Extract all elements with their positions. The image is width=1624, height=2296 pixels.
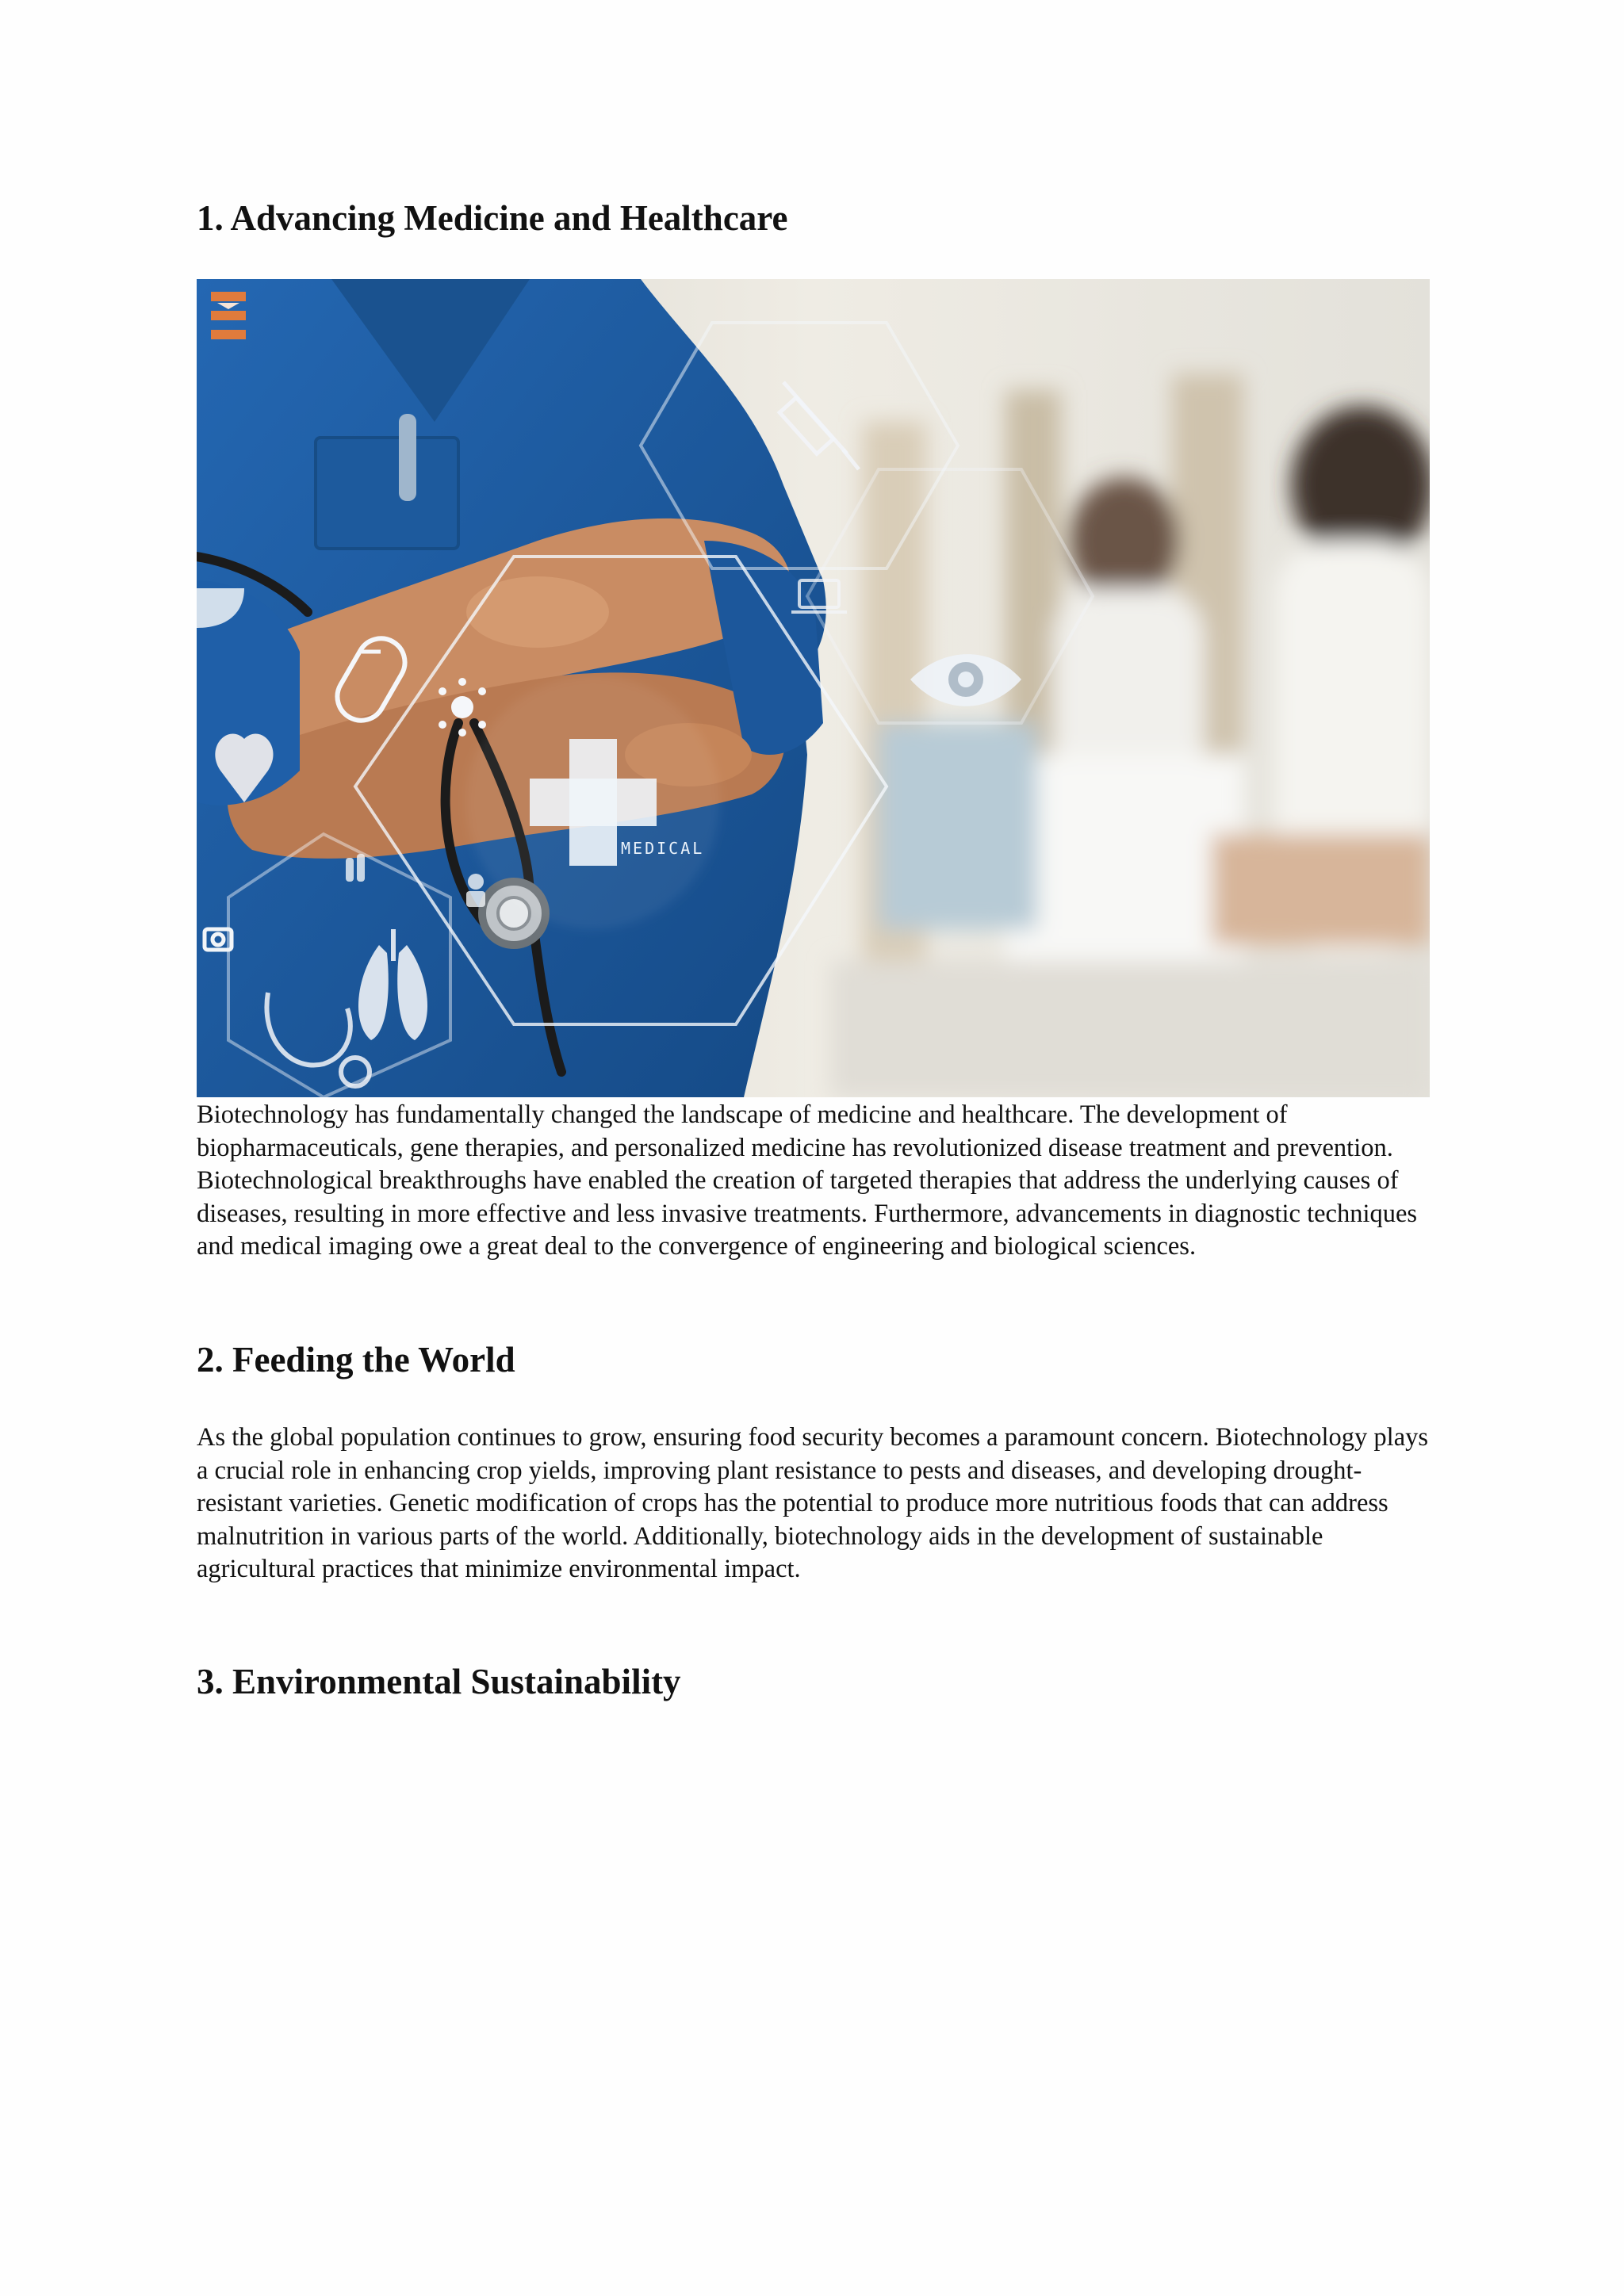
hero-image-doctor bbox=[197, 279, 1430, 1097]
blurred-background bbox=[831, 374, 1430, 1097]
section-paragraph-medicine: Biotechnology has fundamentally changed the landscape of medicine and healthcare. The development of biopharmaceuticals, gene therapies, and personalized medicine has revolutionized disease treatment and prevention. Biotechnological breakthroughs have enabled the creation of targeted therapies that address the underlying causes of diseases, resulting in more effective and less invasive treatments. Furthermore, advancements in diagnostic techniques and medical imaging owe a great deal to the convergence of engineering and biological sciences. bbox=[197, 1100, 1418, 1261]
doctor-figure bbox=[197, 279, 826, 1097]
hero-illustration bbox=[197, 279, 1430, 1097]
section-heading-food: 2. Feeding the World bbox=[197, 1340, 515, 1380]
section-paragraph-food: As the global population continues to grow, ensuring food security becomes a paramount concern. Biotechnology plays a crucial role in enhancing crop yields, improving plant resistance to pests and diseases, and developing drought-resistant varieties. Genetic modification of crops has the potential to produce more nutritious foods that can address malnutrition in various parts of the world. Additionally, biotechnology aids in the development of sustainable agricultural practices that minimize environmental impact. bbox=[197, 1423, 1429, 1583]
brand-logo-icon bbox=[211, 292, 246, 339]
section-heading-medicine: 1. Advancing Medicine and Healthcare bbox=[197, 198, 788, 238]
section-heading-environment: 3. Environmental Sustainability bbox=[197, 1662, 681, 1701]
medical-overlay-label: MEDICAL bbox=[621, 839, 705, 858]
